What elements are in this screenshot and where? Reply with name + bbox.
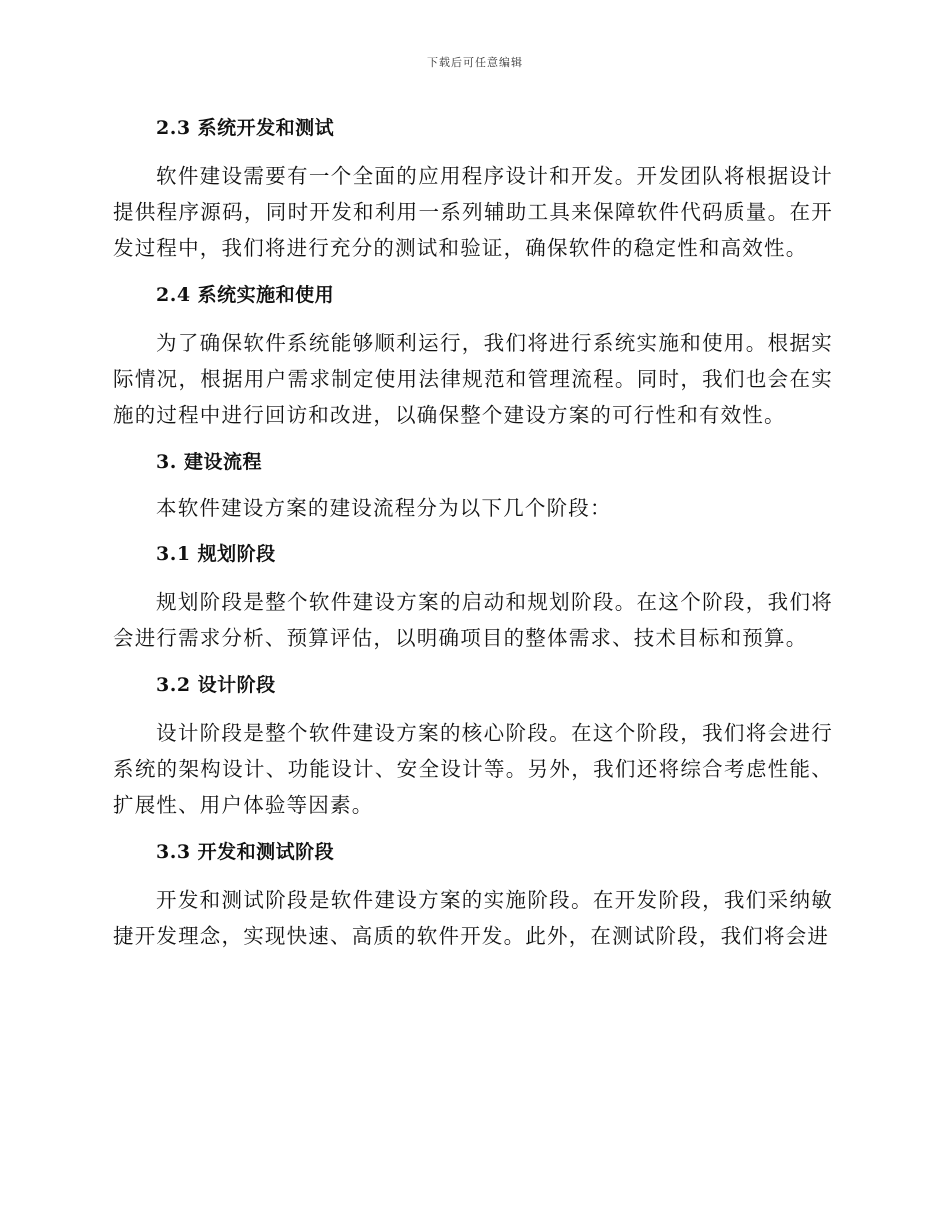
section-paragraph-3-1: 规划阶段是整个软件建设方案的启动和规划阶段。在这个阶段，我们将会进行需求分析、预算评估，以明确项目的整体需求、技术目标和预算。 — [113, 590, 833, 650]
section-heading-3-1: 3.1 规划阶段 — [156, 543, 276, 565]
section-paragraph-2-4: 为了确保软件系统能够顺利运行，我们将进行系统实施和使用。根据实际情况，根据用户需求制定使用法律规范和管理流程。同时，我们也会在实施的过程中进行回访和改进，以确保整个建设方案的可行性和有效性。 — [113, 331, 833, 427]
page-header: 下载后可任意编辑 — [427, 56, 523, 69]
section-heading-2-4: 2.4 系统实施和使用 — [156, 284, 335, 306]
section-paragraph-3-2: 设计阶段是整个软件建设方案的核心阶段。在这个阶段，我们将会进行系统的架构设计、功能设计、安全设计等。另外，我们还将综合考虑性能、扩展性、用户体验等因素。 — [113, 721, 833, 817]
section-heading-3-2: 3.2 设计阶段 — [156, 674, 276, 696]
section-heading-2-3: 2.3 系统开发和测试 — [156, 117, 335, 139]
section-heading-3: 3. 建设流程 — [156, 451, 262, 473]
section-paragraph-3-3: 开发和测试阶段是软件建设方案的实施阶段。在开发阶段，我们采纳敏捷开发理念，实现快速、高质的软件开发。此外，在测试阶段，我们将会进 — [113, 888, 833, 948]
document-body — [113, 108, 833, 963]
section-paragraph-2-3: 软件建设需要有一个全面的应用程序设计和开发。开发团队将根据设计提供程序源码，同时开发和利用一系列辅助工具来保障软件代码质量。在开发过程中，我们将进行充分的测试和验证，确保软件的稳定性和高效性。 — [113, 164, 833, 260]
section-heading-3-3: 3.3 开发和测试阶段 — [156, 841, 335, 863]
section-paragraph-3: 本软件建设方案的建设流程分为以下几个阶段： — [156, 496, 612, 520]
